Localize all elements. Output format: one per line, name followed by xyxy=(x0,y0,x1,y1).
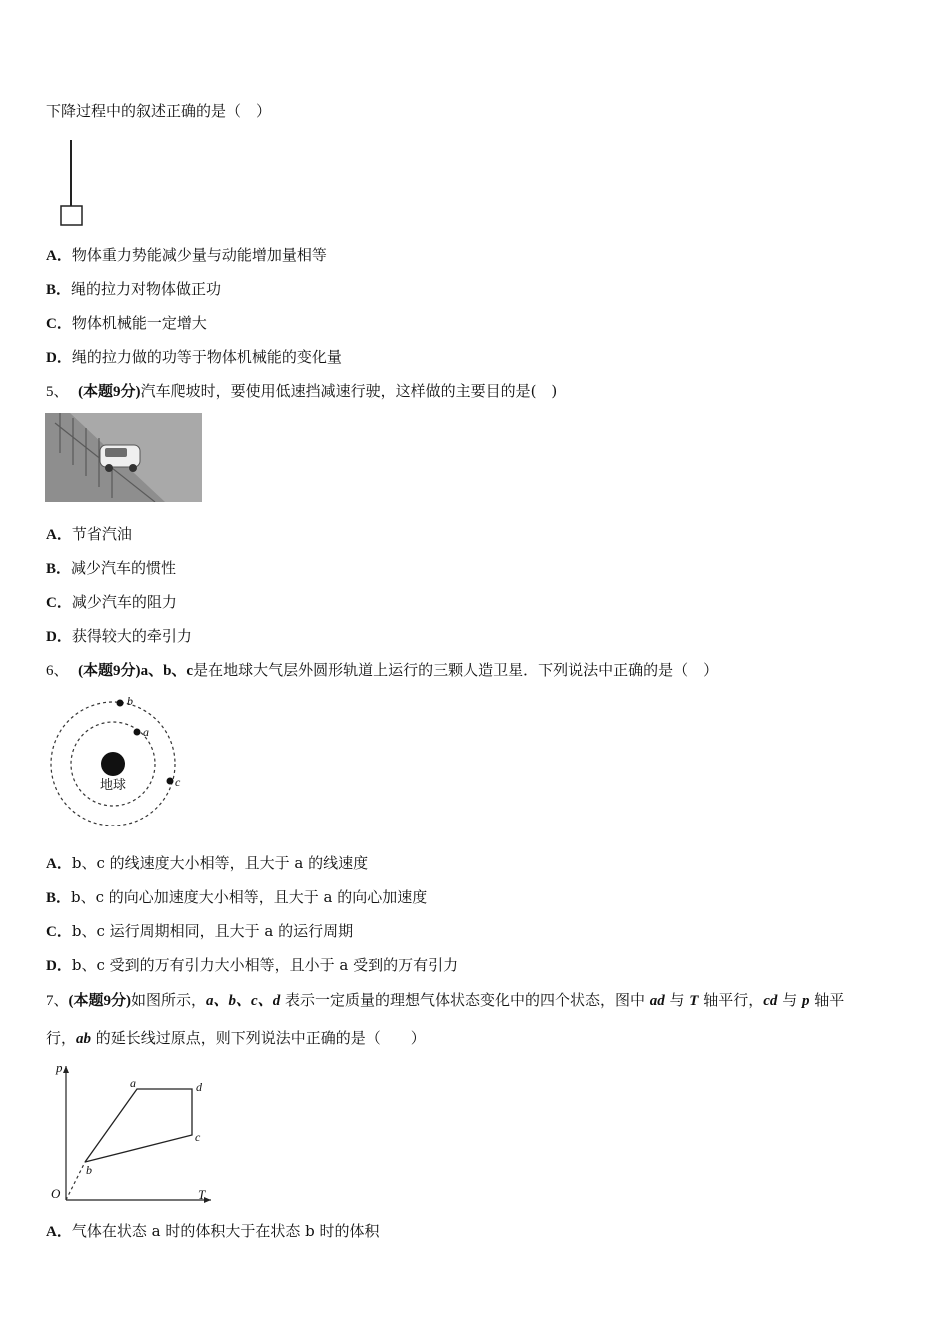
satellite-orbit-figure xyxy=(48,692,188,826)
satellite-b-label: b xyxy=(127,694,133,708)
p-axis-label: p xyxy=(56,1060,63,1075)
satellite-a-label: a xyxy=(143,725,149,739)
point-c-label: c xyxy=(195,1130,201,1144)
q5-stem: 5、 (本题9分)汽车爬坡时，要使用低速挡减速行驶，这样做的主要目的是( ) xyxy=(46,382,558,400)
origin-label: O xyxy=(51,1186,61,1201)
point-d-label: d xyxy=(196,1080,202,1094)
q4-option-c[interactable]: C．物体机械能一定增大 xyxy=(46,314,207,332)
earth-label: 地球 xyxy=(100,777,127,792)
q4-option-b[interactable]: B．绳的拉力对物体做正功 xyxy=(46,280,222,298)
satellite-b-dot xyxy=(117,700,124,707)
pT-diagram xyxy=(46,1058,216,1208)
earth-disc xyxy=(101,752,125,776)
satellite-c-label: c xyxy=(175,775,181,789)
ab-extension-dashed xyxy=(66,1162,85,1200)
q6-option-a[interactable]: A．b、c 的线速度大小相等，且大于 a 的线速度 xyxy=(46,854,369,872)
q5-option-b[interactable]: B．减少汽车的惯性 xyxy=(46,559,177,577)
cycle-path xyxy=(85,1089,192,1162)
q7-stem-line2: 行，ab 的延长线过原点，则下列说法中正确的是（ ） xyxy=(46,1029,426,1047)
q7-stem-line1: 7、(本题9分)如图所示，a、b、c、d 表示一定质量的理想气体状态变化中的四个状态，图中 ad 与 T 轴平行，cd 与 p 轴平 xyxy=(46,991,845,1009)
q4-option-d[interactable]: D．绳的拉力做的功等于物体机械能的变化量 xyxy=(46,348,342,366)
q6-option-d[interactable]: D．b、c 受到的万有引力大小相等，且小于 a 受到的万有引力 xyxy=(46,956,459,974)
rope-block-figure xyxy=(55,140,89,230)
q5-option-c[interactable]: C．减少汽车的阻力 xyxy=(46,593,177,611)
car-slope-photo xyxy=(45,413,202,502)
q6-stem: 6、 (本题9分)a、b、c是在地球大气层外圆形轨道上运行的三颗人造卫星．下列说法中正确的是（ ） xyxy=(46,661,719,679)
point-b-label: b xyxy=(86,1163,92,1177)
block-square xyxy=(61,206,82,225)
satellite-c-dot xyxy=(167,778,174,785)
q4-stem-tail: 下降过程中的叙述正确的是（ ） xyxy=(46,102,272,120)
T-axis-label: T xyxy=(198,1187,206,1202)
point-a-label: a xyxy=(130,1076,136,1090)
q4-option-a[interactable]: A．物体重力势能减少量与动能增加量相等 xyxy=(46,246,327,264)
satellite-a-dot xyxy=(134,729,141,736)
q7-option-a[interactable]: A．气体在状态 a 时的体积大于在状态 b 时的体积 xyxy=(46,1222,380,1240)
q5-option-d[interactable]: D．获得较大的牵引力 xyxy=(46,627,192,645)
q6-option-b[interactable]: B．b、c 的向心加速度大小相等，且大于 a 的向心加速度 xyxy=(46,888,428,906)
q6-option-c[interactable]: C．b、c 运行周期相同，且大于 a 的运行周期 xyxy=(46,922,354,940)
q5-option-a[interactable]: A．节省汽油 xyxy=(46,525,132,543)
p-axis-arrow xyxy=(63,1066,69,1073)
